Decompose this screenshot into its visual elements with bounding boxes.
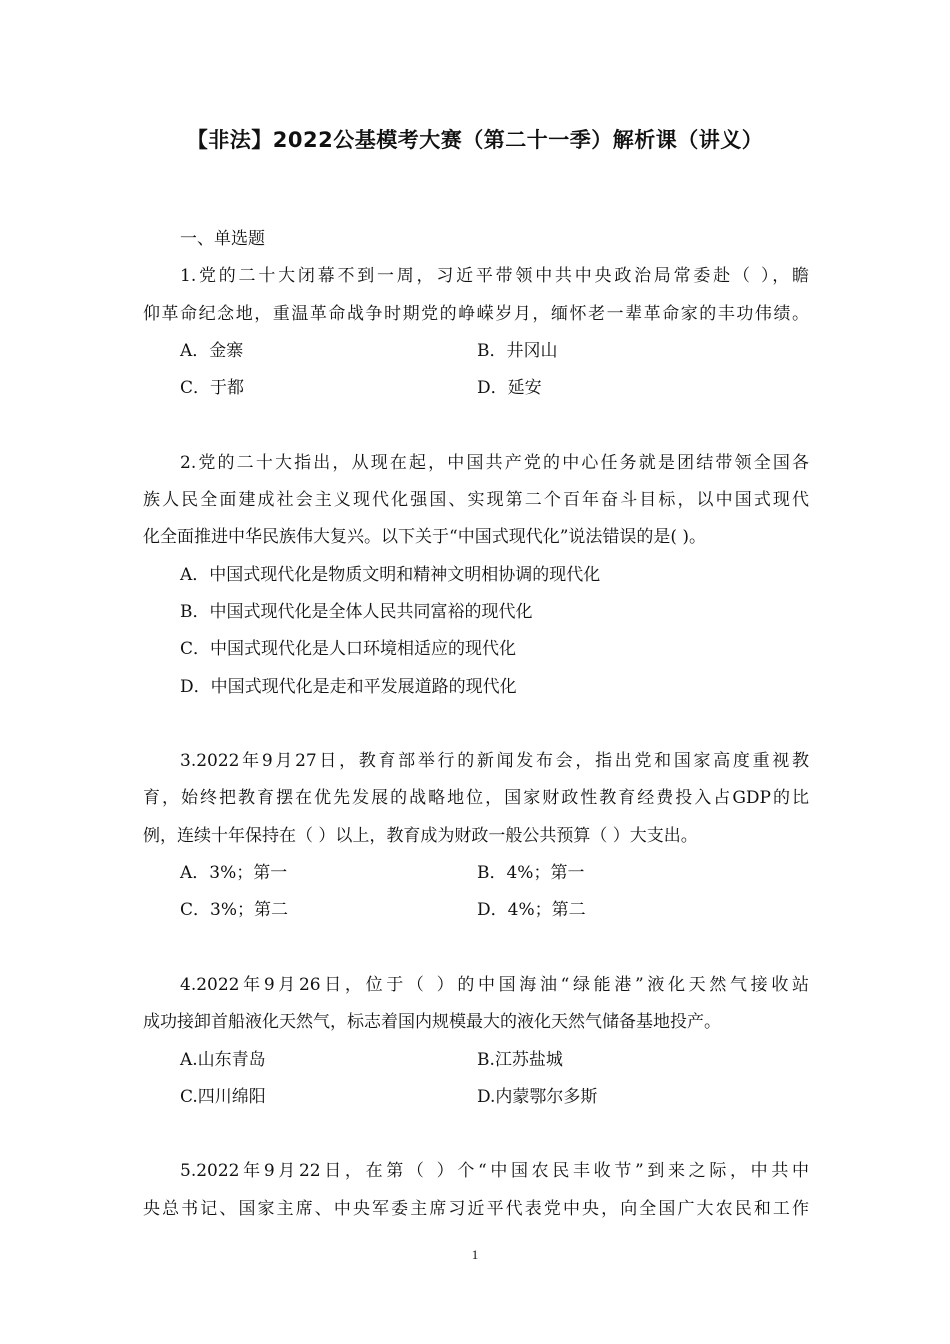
question-1-options-row-2 bbox=[143, 370, 809, 407]
question-3-options-row-2 bbox=[143, 892, 809, 929]
document-title: 【非法】2022公基模考大赛（第二十一季）解析课（讲义） bbox=[186, 128, 764, 152]
question-1-option-b: B．井冈山 bbox=[477, 340, 558, 361]
question-4-option-b: B.江苏盐城 bbox=[477, 1049, 563, 1070]
question-3-line-1: 3.2022年9月27日，教育部举行的新闻发布会，指出党和国家高度重视教 bbox=[180, 751, 809, 772]
question-2-option-d: D．中国式现代化是走和平发展道路的现代化 bbox=[180, 676, 517, 697]
question-2-option-b: B．中国式现代化是全体人民共同富裕的现代化 bbox=[180, 601, 533, 622]
question-3-options-row-1 bbox=[143, 855, 809, 892]
question-1-option-c: C．于都 bbox=[180, 378, 245, 399]
question-1-option-d: D．延安 bbox=[477, 378, 542, 399]
question-4-option-c: C.四川绵阳 bbox=[180, 1086, 266, 1107]
question-2-line-3: 化全面推进中华民族伟大复兴。以下关于“中国式现代化”说法错误的是( )。 bbox=[143, 527, 707, 548]
question-1-line-1: 1.党的二十大闭幕不到一周，习近平带领中共中央政治局常委赴（ ），瞻 bbox=[180, 266, 809, 287]
question-3-option-b: B．4%；第一 bbox=[477, 863, 585, 884]
question-3-option-c: C．3%；第二 bbox=[180, 900, 288, 921]
question-1-line-2: 仰革命纪念地，重温革命战争时期党的峥嵘岁月，缅怀老一辈革命家的丰功伟绩。 bbox=[143, 303, 809, 324]
question-5-line-2: 央总书记、国家主席、中央军委主席习近平代表党中央，向全国广大农民和工作 bbox=[143, 1198, 809, 1219]
question-3-option-a: A．3%；第一 bbox=[180, 863, 288, 884]
question-3-line-3: 例，连续十年保持在（ ）以上，教育成为财政一般公共预算（ ）大支出。 bbox=[143, 825, 698, 846]
section-heading: 一、单选题 bbox=[180, 229, 265, 249]
question-2-option-c: C．中国式现代化是人口环境相适应的现代化 bbox=[180, 639, 517, 660]
question-4-options-row-1 bbox=[143, 1042, 809, 1079]
question-5-line-1: 5.2022年9月22日，在第（ ）个“中国农民丰收节”到来之际，中共中 bbox=[180, 1161, 809, 1182]
question-4-options-row-2 bbox=[143, 1079, 809, 1116]
question-4-option-d: D.内蒙鄂尔多斯 bbox=[477, 1086, 598, 1107]
question-4-line-2: 成功接卸首船液化天然气，标志着国内规模最大的液化天然气储备基地投产。 bbox=[143, 1012, 721, 1033]
question-3-line-2: 育，始终把教育摆在优先发展的战略地位，国家财政性教育经费投入占GDP的比 bbox=[143, 788, 809, 809]
question-2-line-1: 2.党的二十大指出，从现在起，中国共产党的中心任务就是团结带领全国各 bbox=[180, 452, 809, 473]
question-4-option-a: A.山东青岛 bbox=[180, 1049, 266, 1070]
document-body bbox=[143, 221, 809, 1228]
question-2-option-a: A．中国式现代化是物质文明和精神文明相协调的现代化 bbox=[180, 564, 601, 585]
page-number: 1 bbox=[471, 1247, 479, 1262]
question-1-options-row-1 bbox=[143, 333, 809, 370]
question-2-line-2: 族人民全面建成社会主义现代化强国、实现第二个百年奋斗目标，以中国式现代 bbox=[143, 490, 809, 511]
question-4-line-1: 4.2022年9月26日，位于（ ）的中国海油“绿能港”液化天然气接收站 bbox=[180, 974, 809, 995]
question-3-option-d: D．4%；第二 bbox=[477, 900, 586, 921]
question-1-option-a: A．金寨 bbox=[180, 340, 244, 361]
